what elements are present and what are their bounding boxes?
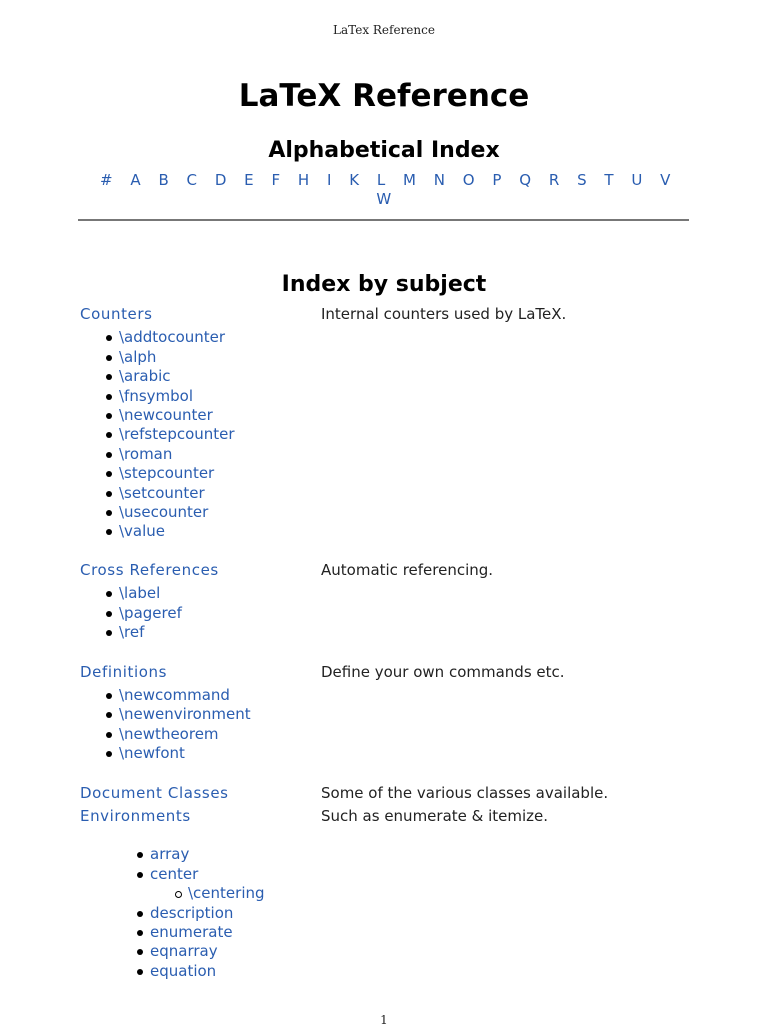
list-item [119,328,700,347]
list-item [119,744,700,763]
command-link[interactable]: \newcommand [119,685,230,704]
alphabet-link-a[interactable]: A [130,171,142,189]
subject-row-document-classes [80,784,700,803]
command-link[interactable]: \label [119,584,161,603]
command-link[interactable]: \roman [119,444,173,463]
list-item [119,367,700,386]
subject-description: Some of the various classes available. [321,783,609,802]
environment-link[interactable]: array [150,845,190,864]
alphabet-link-k[interactable]: K [349,171,360,189]
alphabet-link-m[interactable]: M [403,171,417,189]
command-link[interactable]: \value [119,522,166,541]
alphabet-nav [80,171,688,209]
subject-link-counters[interactable]: Counters [80,305,153,323]
list-item [188,884,700,903]
list-item [119,348,700,367]
alphabet-link-l[interactable]: L [376,171,386,189]
command-link[interactable]: \pageref [119,603,182,622]
list-item [119,522,700,541]
subject-row-cross-references [80,561,700,580]
command-list-counters [80,328,700,541]
subject-index [80,305,700,981]
subject-description: Such as enumerate & itemize. [321,806,549,825]
subject-description: Define your own commands etc. [321,662,565,681]
alphabet-link-n[interactable]: N [433,171,446,189]
alphabet-link-p[interactable]: P [492,171,502,189]
alphabet-link-d[interactable]: D [214,171,227,189]
alphabet-link-v[interactable]: V [660,171,671,189]
alphabet-link-e[interactable]: E [244,171,255,189]
subject-row-environments [80,807,700,826]
subject-description: Internal counters used by LaTeX. [321,305,567,323]
command-link[interactable]: \arabic [119,367,171,386]
alphabetical-index-heading: Alphabetical Index [268,138,500,163]
list-item [150,865,700,904]
subject-link-definitions[interactable]: Definitions [80,662,168,681]
alphabet-link-t[interactable]: T [604,171,615,189]
section-divider [78,219,689,221]
alphabet-nav-row-2 [80,190,688,209]
list-item [119,425,700,444]
subject-row-counters [80,305,700,324]
alphabet-nav-row-1 [80,171,688,190]
environment-link[interactable]: enumerate [150,922,233,941]
alphabet-link-i[interactable]: I [326,171,332,189]
command-link[interactable]: \setcounter [119,483,205,502]
alphabet-link-s[interactable]: S [577,171,588,189]
command-list-definitions [80,686,700,764]
command-link[interactable]: \refstepcounter [119,425,235,444]
page-number: 1 [380,1013,388,1027]
list-item [119,705,700,724]
command-link[interactable]: \newenvironment [119,705,251,724]
command-link[interactable]: \centering [188,884,265,903]
list-item [119,686,700,705]
list-item [119,623,700,642]
command-link[interactable]: \newtheorem [119,724,219,743]
list-item [119,484,700,503]
environment-link[interactable]: center [150,864,199,883]
list-item [119,604,700,623]
alphabet-link-q[interactable]: Q [519,171,532,189]
list-item [119,584,700,603]
list-item [119,445,700,464]
command-link[interactable]: \fnsymbol [119,386,194,405]
page-title: LaTeX Reference [238,78,530,114]
alphabet-link-u[interactable]: U [631,171,643,189]
alphabet-link-b[interactable]: B [158,171,170,189]
subject-row-definitions [80,663,700,682]
environment-list [80,845,700,981]
alphabet-link-h[interactable]: H [297,171,310,189]
list-item [119,387,700,406]
command-link[interactable]: \addtocounter [119,328,226,347]
alphabet-link-hash[interactable]: # [100,171,114,189]
command-link[interactable]: \ref [119,623,145,642]
command-link[interactable]: \stepcounter [119,464,215,483]
command-list-cross-references [80,584,700,642]
subject-link-document-classes[interactable]: Document Classes [80,783,229,802]
list-item [150,923,700,942]
subject-description: Automatic referencing. [321,560,494,579]
alphabet-link-f[interactable]: F [271,171,281,189]
list-item [150,904,700,923]
alphabet-link-c[interactable]: C [186,171,198,189]
index-by-subject-heading: Index by subject [281,272,487,297]
command-link[interactable]: \newfont [119,744,185,763]
list-item [150,962,700,981]
subject-link-environments[interactable]: Environments [80,806,191,825]
alphabet-link-o[interactable]: O [462,171,476,189]
alphabet-link-r[interactable]: R [548,171,560,189]
command-link[interactable]: \alph [119,347,157,366]
environment-sublist-center [150,884,700,903]
environment-link[interactable]: eqnarray [150,942,218,961]
list-item [150,942,700,961]
running-header: LaTex Reference [333,23,435,37]
environment-link[interactable]: equation [150,961,217,980]
list-item [119,503,700,522]
alphabet-link-w[interactable]: W [376,190,392,208]
environment-link[interactable]: description [150,903,234,922]
command-link[interactable]: \newcounter [119,406,213,425]
command-link[interactable]: \usecounter [119,503,209,522]
list-item [119,725,700,744]
list-item [150,845,700,864]
subject-link-cross-references[interactable]: Cross References [80,560,219,579]
list-item [119,464,700,483]
list-item [119,406,700,425]
